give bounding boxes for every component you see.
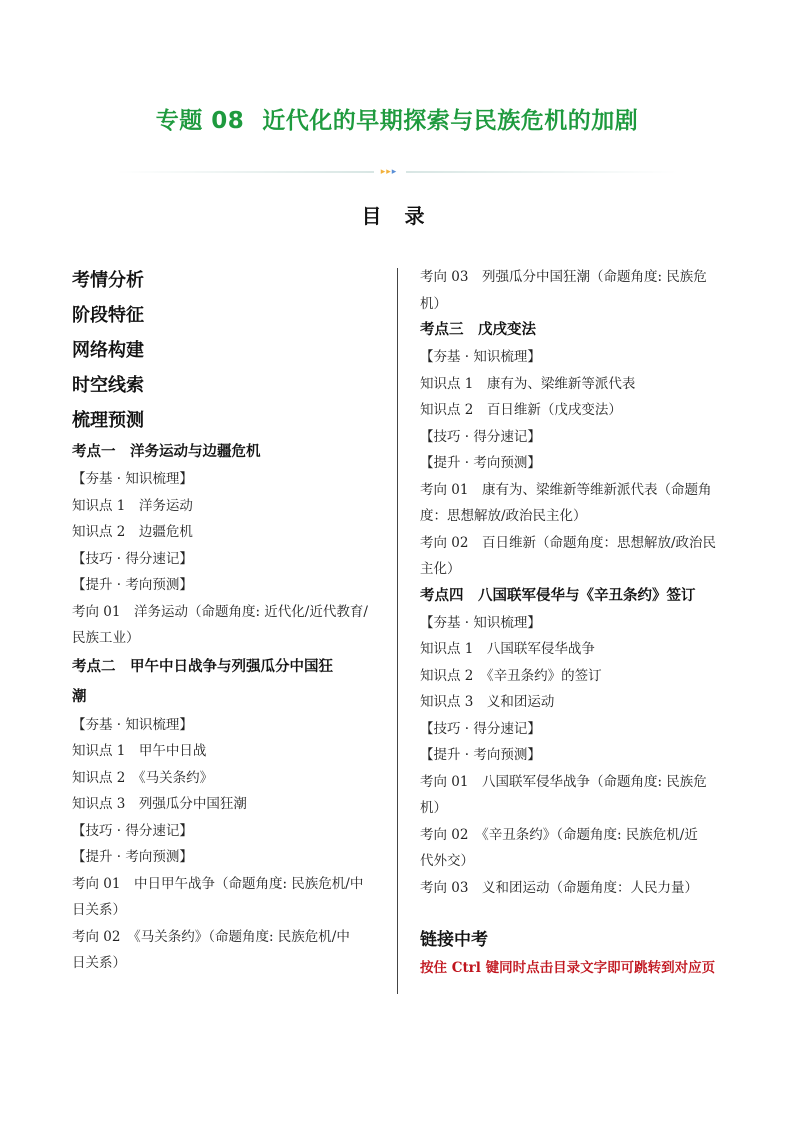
toc-direction[interactable] xyxy=(72,599,382,652)
toc-direction[interactable] xyxy=(72,871,382,924)
toc-direction[interactable] xyxy=(420,822,725,875)
toc-point3-title[interactable]: 考点三 戊戌变法 xyxy=(420,322,536,338)
toc-point1-title[interactable]: 考点一 洋务运动与边疆危机 xyxy=(72,444,261,460)
toc-line: 考向 01 康有为、梁维新等维新派代表（命题角 xyxy=(420,481,712,498)
toc-line: 考向 01 洋务运动（命题角度: 近代化/近代教育/ xyxy=(72,603,368,620)
toc-heading: 目 录 xyxy=(361,204,433,228)
toc-line: 考向 02 《马关条约》（命题角度: 民族危机/中 xyxy=(72,928,350,945)
toc-line: 潮 xyxy=(72,688,87,705)
topic-number: 专题 08 xyxy=(155,108,245,134)
toc-item[interactable]: 【夯基 · 知识梳理】 xyxy=(72,716,193,733)
toc-line: 日关系） xyxy=(72,955,126,971)
toc-item[interactable]: 【夯基 · 知识梳理】 xyxy=(420,349,541,365)
toc-item[interactable]: 知识点 1 洋务运动 xyxy=(72,497,193,514)
toc-item[interactable]: 【提升 · 考向预测】 xyxy=(72,577,193,593)
toc-line: 民族工业） xyxy=(72,630,140,646)
toc-direction[interactable] xyxy=(72,924,382,977)
divider-ornament-icon: ▸▸▸ xyxy=(380,167,398,177)
toc-item[interactable]: 【技巧 · 得分速记】 xyxy=(72,822,193,839)
toc-line: 机） xyxy=(420,800,447,816)
toc-link-timeline[interactable]: 时空线索 xyxy=(72,375,144,396)
toc-direction[interactable]: 考向 03 义和团运动（命题角度：人民力量） xyxy=(420,879,698,896)
toc-link-forecast[interactable]: 梳理预测 xyxy=(72,410,144,431)
toc-line: 考向 01 中日甲午战争（命题角度: 民族危机/中 xyxy=(72,875,364,892)
toc-line: 度：思想解放/政治民主化） xyxy=(420,508,587,524)
toc-line: 考向 02 《辛丑条约》（命题角度: 民族危机/近 xyxy=(420,826,698,843)
toc-direction[interactable] xyxy=(420,530,725,583)
toc-link-analysis[interactable]: 考情分析 xyxy=(72,270,144,291)
divider-left xyxy=(116,171,374,173)
toc-line: 主化） xyxy=(420,561,461,577)
toc-right-column xyxy=(420,264,725,981)
toc-line: 考向 01 八国联军侵华战争（命题角度: 民族危 xyxy=(420,773,707,790)
toc-item[interactable]: 【提升 · 考向预测】 xyxy=(72,849,193,865)
toc-item[interactable]: 【夯基 · 知识梳理】 xyxy=(72,471,193,487)
toc-direction[interactable] xyxy=(420,264,725,317)
toc-line: 考向 02 百日维新（命题角度：思想解放/政治民 xyxy=(420,534,717,551)
divider-right xyxy=(406,171,678,173)
toc-item[interactable]: 知识点 3 义和团运动 xyxy=(420,694,555,710)
toc-line: 考向 03 列强瓜分中国狂潮（命题角度: 民族危 xyxy=(420,269,707,285)
toc-item[interactable]: 【提升 · 考向预测】 xyxy=(420,747,541,763)
toc-item[interactable]: 【提升 · 考向预测】 xyxy=(420,455,541,471)
toc-direction[interactable] xyxy=(420,769,725,822)
toc-line: 考点二 甲午中日战争与列强瓜分中国狂 xyxy=(72,658,333,675)
toc-link-exam[interactable]: 链接中考 xyxy=(420,930,488,950)
toc-direction[interactable] xyxy=(420,477,725,530)
toc-item[interactable]: 知识点 2 百日维新（戊戌变法） xyxy=(420,402,622,418)
toc-link-stage[interactable]: 阶段特征 xyxy=(72,305,144,326)
toc-item[interactable]: 知识点 1 八国联军侵华战争 xyxy=(420,641,595,657)
toc-left-column xyxy=(72,264,382,977)
toc-item[interactable]: 知识点 1 甲午中日战 xyxy=(72,743,207,759)
topic-title: 近代化的早期探索与民族危机的加剧 xyxy=(262,108,639,134)
toc-item[interactable]: 【夯基 · 知识梳理】 xyxy=(420,614,541,631)
toc-point2-title[interactable] xyxy=(72,652,382,712)
toc-line: 机） xyxy=(420,295,447,312)
toc-item[interactable]: 知识点 2 《辛丑条约》的签订 xyxy=(420,667,602,684)
toc-item[interactable]: 知识点 3 列强瓜分中国狂潮 xyxy=(72,796,247,812)
toc-item[interactable]: 【技巧 · 得分速记】 xyxy=(72,550,193,567)
toc-item[interactable]: 知识点 2 《马关条约》 xyxy=(72,769,214,786)
toc-line: 代外交） xyxy=(420,853,474,869)
page-title xyxy=(0,102,794,135)
column-divider xyxy=(397,268,398,994)
toc-item[interactable]: 知识点 1 康有为、梁维新等派代表 xyxy=(420,375,636,392)
toc-line: 日关系） xyxy=(72,902,126,918)
navigation-tip: 按住 Ctrl 键同时点击目录文字即可跳转到对应页 xyxy=(420,960,716,976)
toc-link-network[interactable]: 网络构建 xyxy=(72,340,144,361)
toc-item[interactable]: 【技巧 · 得分速记】 xyxy=(420,428,541,445)
toc-point4-title[interactable]: 考点四 八国联军侵华与《辛丑条约》签订 xyxy=(420,587,696,604)
toc-item[interactable]: 知识点 2 边疆危机 xyxy=(72,524,193,540)
toc-item[interactable]: 【技巧 · 得分速记】 xyxy=(420,720,541,737)
